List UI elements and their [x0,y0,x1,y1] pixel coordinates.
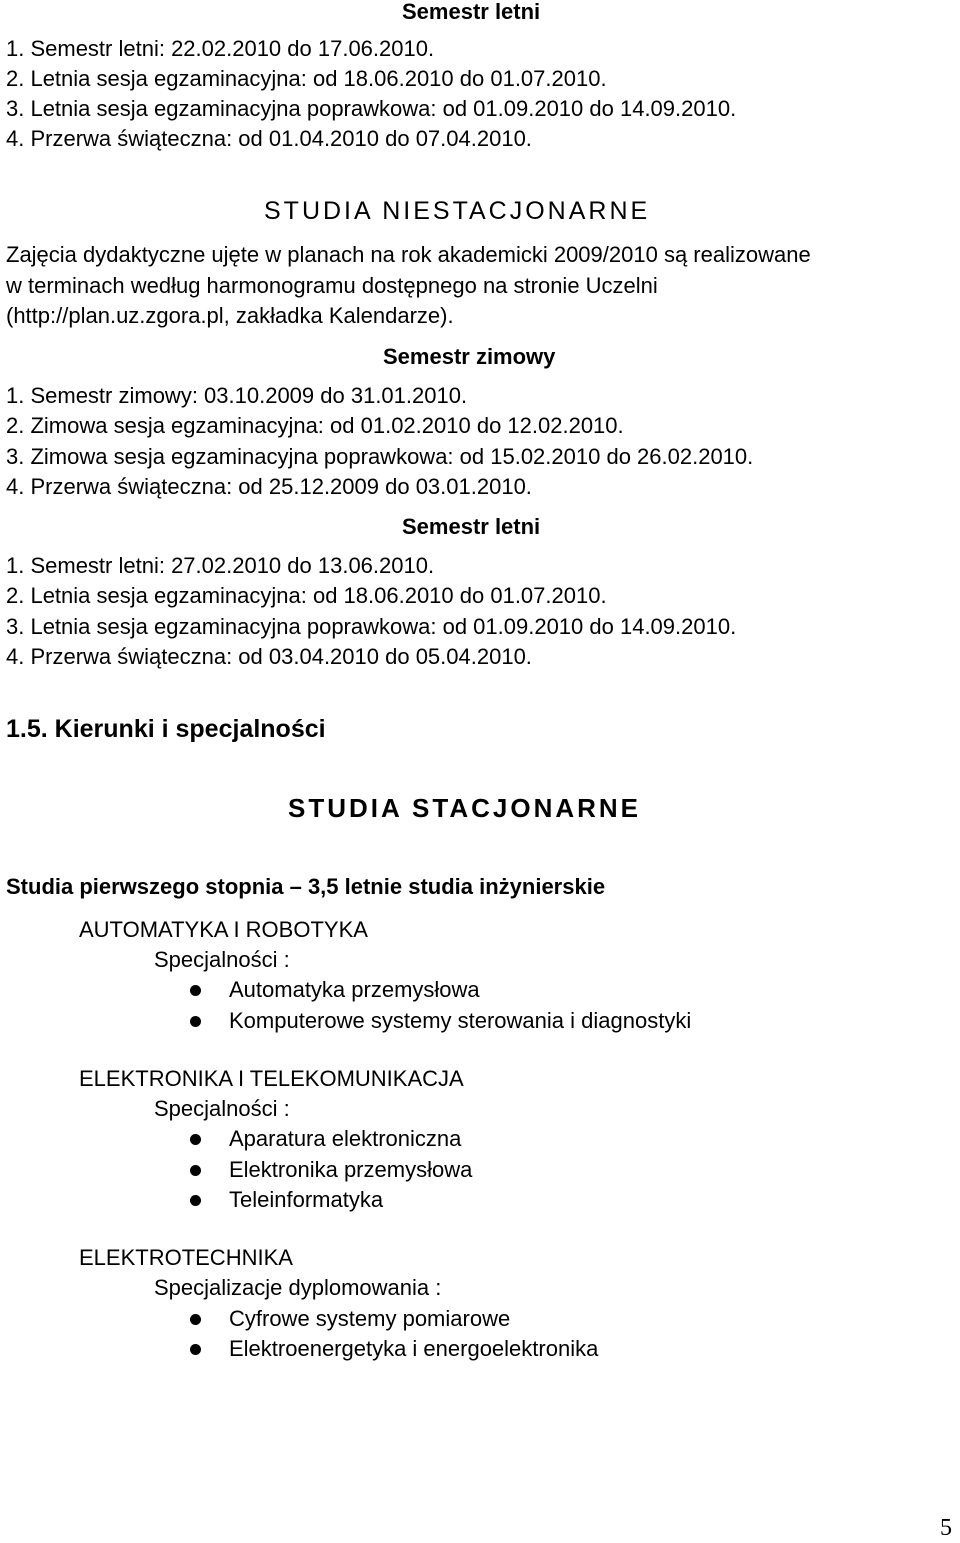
list-item: Komputerowe systemy sterowania i diagnostyki [229,1008,692,1033]
list-item: 2. Zimowa sesja egzaminacyjna: od 01.02.2010 do 12.02.2010. [6,413,624,438]
program-name: ELEKTROTECHNIKA [79,1245,293,1270]
bullet-icon [190,1314,201,1325]
list-item: 2. Letnia sesja egzaminacyjna: od 18.06.2010 do 01.07.2010. [6,66,607,91]
study-level: Studia pierwszego stopnia – 3,5 letnie studia inżynierskie [6,874,606,899]
list-item: 1. Semestr letni: 22.02.2010 do 17.06.2010. [6,36,435,61]
list-item: 4. Przerwa świąteczna: od 01.04.2010 do 07.04.2010. [6,126,532,151]
specialization-label: Specjalizacje dyplomowania : [154,1275,442,1300]
paragraph-line: Zajęcia dydaktyczne ujęte w planach na rok akademicki 2009/2010 są realizowane [6,242,811,267]
page-number: 5 [940,1515,952,1541]
bullet-icon [190,1165,201,1176]
section-heading: 1.5. Kierunki i specjalności [6,715,326,743]
list-item: 2. Letnia sesja egzaminacyjna: od 18.06.2010 do 01.07.2010. [6,583,607,608]
list-item: 4. Przerwa świąteczna: od 25.12.2009 do 03.01.2010. [6,474,532,499]
semester-title: Semestr letni [402,514,541,539]
list-item: Elektronika przemysłowa [229,1157,473,1182]
bullet-icon [190,985,201,996]
paragraph-line: (http://plan.uz.zgora.pl, zakładka Kalendarze). [6,303,454,328]
section-subheading: STUDIA STACJONARNE [288,793,642,823]
program-name: AUTOMATYKA I ROBOTYKA [79,917,368,942]
program-name: ELEKTRONIKA I TELEKOMUNIKACJA [79,1066,464,1091]
list-item: Aparatura elektroniczna [229,1126,462,1151]
bullet-icon [190,1134,201,1145]
list-item: 1. Semestr zimowy: 03.10.2009 do 31.01.2010. [6,383,468,408]
specialization-label: Specjalności : [154,947,290,972]
list-item: Teleinformatyka [229,1187,384,1212]
section-heading: STUDIA NIESTACJONARNE [264,197,651,225]
list-item: 3. Letnia sesja egzaminacyjna poprawkowa: od 01.09.2010 do 14.09.2010. [6,614,737,639]
specialization-label: Specjalności : [154,1096,290,1121]
bullet-icon [190,1016,201,1027]
list-item: 3. Zimowa sesja egzaminacyjna poprawkowa: od 15.02.2010 do 26.02.2010. [6,444,754,469]
list-item: Elektroenergetyka i energoelektronika [229,1336,599,1361]
paragraph-line: w terminach według harmonogramu dostępnego na stronie Uczelni [6,273,658,298]
bullet-icon [190,1195,201,1206]
list-item: 3. Letnia sesja egzaminacyjna poprawkowa: od 01.09.2010 do 14.09.2010. [6,96,737,121]
bullet-icon [190,1344,201,1355]
list-item: 4. Przerwa świąteczna: od 03.04.2010 do 05.04.2010. [6,644,532,669]
list-item: Automatyka przemysłowa [229,977,480,1002]
semester-title: Semestr letni [402,0,541,24]
semester-title: Semestr zimowy [383,344,556,369]
list-item: 1. Semestr letni: 27.02.2010 do 13.06.2010. [6,553,435,578]
list-item: Cyfrowe systemy pomiarowe [229,1306,511,1331]
